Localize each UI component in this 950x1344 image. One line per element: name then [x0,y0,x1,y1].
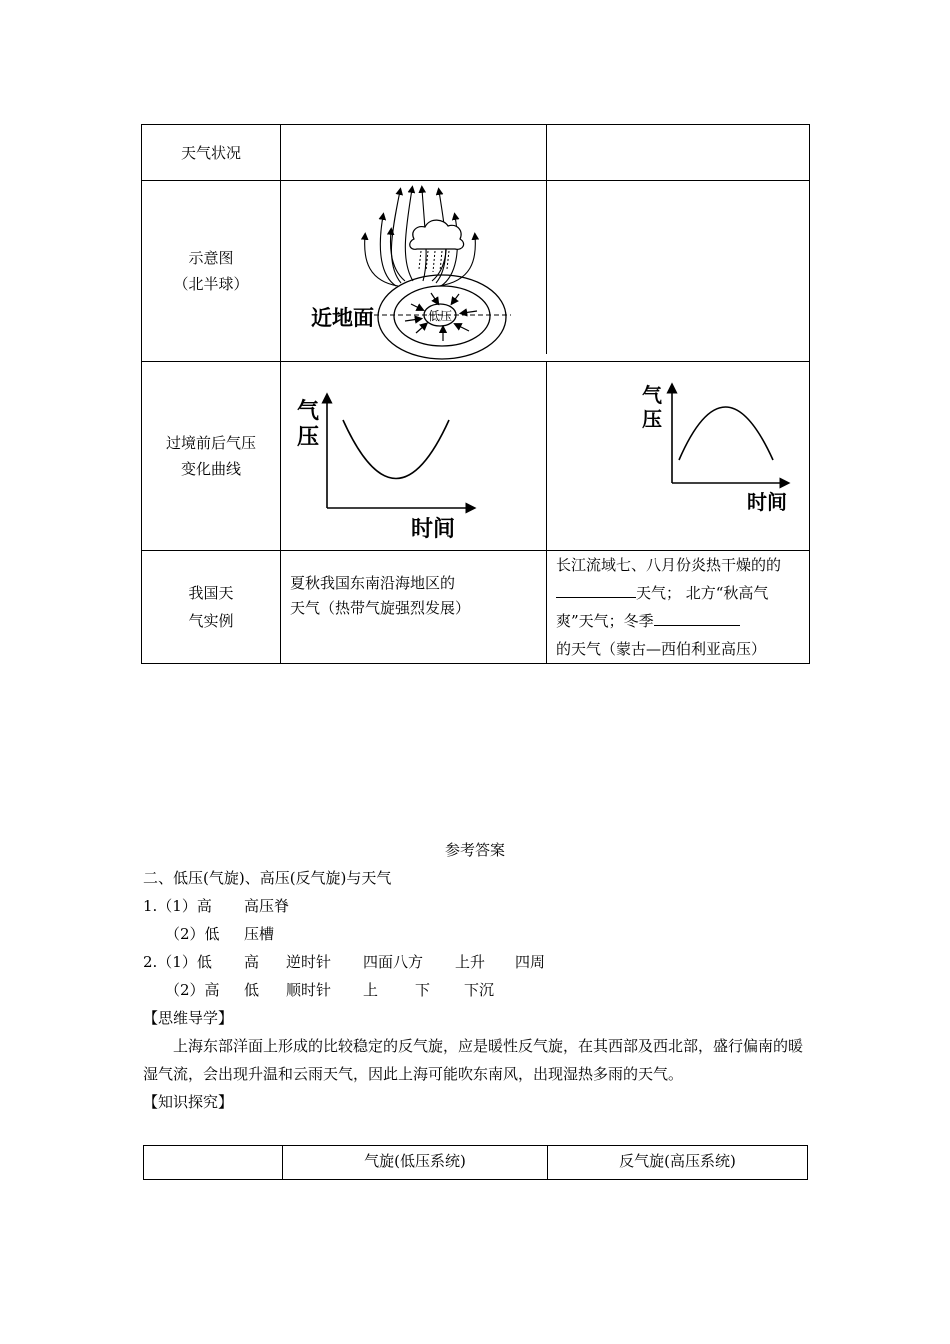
answer-2-1: 2.（1）低 高 逆时针 四面八方 上升 四周 [143,953,546,971]
thinking-guide-paragraph: 上海东部洋面上形成的比较稳定的反气旋，应是暖性反气旋，在其西部及西北部，盛行偏南的暖湿气流，会出现升温和云雨天气，因此上海可能吹东南风，出现湿热多雨的天气。 [143,1037,804,1083]
cell-curve-anticyclone [547,362,810,551]
cyclone-diagram [281,181,547,361]
heading-knowledge-inquiry: 【知识探究】 [143,1093,234,1111]
svg-text:时间: 时间 [411,517,456,542]
svg-text:时间: 时间 [747,490,787,514]
cloud-icon [410,220,464,249]
pressure-curve-high [547,362,810,550]
cell-example-cyclone: 夏秋我国东南沿海地区的 天气（热带气旋强烈发展） [281,551,547,664]
svg-text:压: 压 [297,425,320,450]
rising-falling-curve [679,407,773,460]
answer-table-anticyclone-header: 反气旋(高压系统) [548,1146,808,1180]
label-example: 我国天 气实例 [142,551,281,664]
cell-diagram-cyclone [281,181,547,362]
row-diagram [142,181,810,362]
answer-table-header [144,1146,808,1180]
cell-example-anticyclone: 长江流域七、八月份炎热干燥的的天气； 北方“秋高气爽”天气；冬季 的天气（蒙古—西伯利亚高压） [547,551,810,664]
low-pressure-label: 低压 [427,309,453,323]
answer-table-cyclone-header: 气旋(低压系统) [283,1146,548,1180]
cell-weather-cyclone [281,125,547,181]
svg-text:气: 气 [642,383,662,407]
cell-diagram-anticyclone [547,181,810,362]
answer-title: 参考答案 [444,841,505,859]
ground-label: 近地面 [311,306,374,330]
answer-section-heading: 二、低压(气旋)、高压(反气旋)与天气 [143,869,392,887]
cell-curve-cyclone [281,362,547,551]
label-curve: 过境前后气压 变化曲线 [142,362,281,551]
comparison-table [141,124,810,664]
answer-1-1: 1.（1）高 高压脊 [143,897,290,915]
cell-weather-anticyclone [547,125,810,181]
falling-rising-curve [343,420,449,479]
answer-2-2: （2）高 低 顺时针 上 下 下沉 [165,981,495,999]
label-diagram: 示意图 （北半球） [142,181,281,362]
svg-text:气: 气 [297,399,320,424]
answer-section [143,836,807,1116]
row-curve [142,362,810,551]
label-weather: 天气状况 [142,125,281,181]
answer-table-blank-header [144,1146,283,1180]
fill-blank-2[interactable] [654,611,740,626]
row-example [142,551,810,664]
fill-blank-1[interactable] [556,583,636,598]
heading-thinking-guide: 【思维导学】 [143,1009,234,1027]
answer-1-2: （2）低 压槽 [165,925,275,943]
answer-table [143,1145,808,1180]
row-weather [142,125,810,181]
svg-text:压: 压 [642,407,662,431]
pressure-curve-low [281,362,547,550]
